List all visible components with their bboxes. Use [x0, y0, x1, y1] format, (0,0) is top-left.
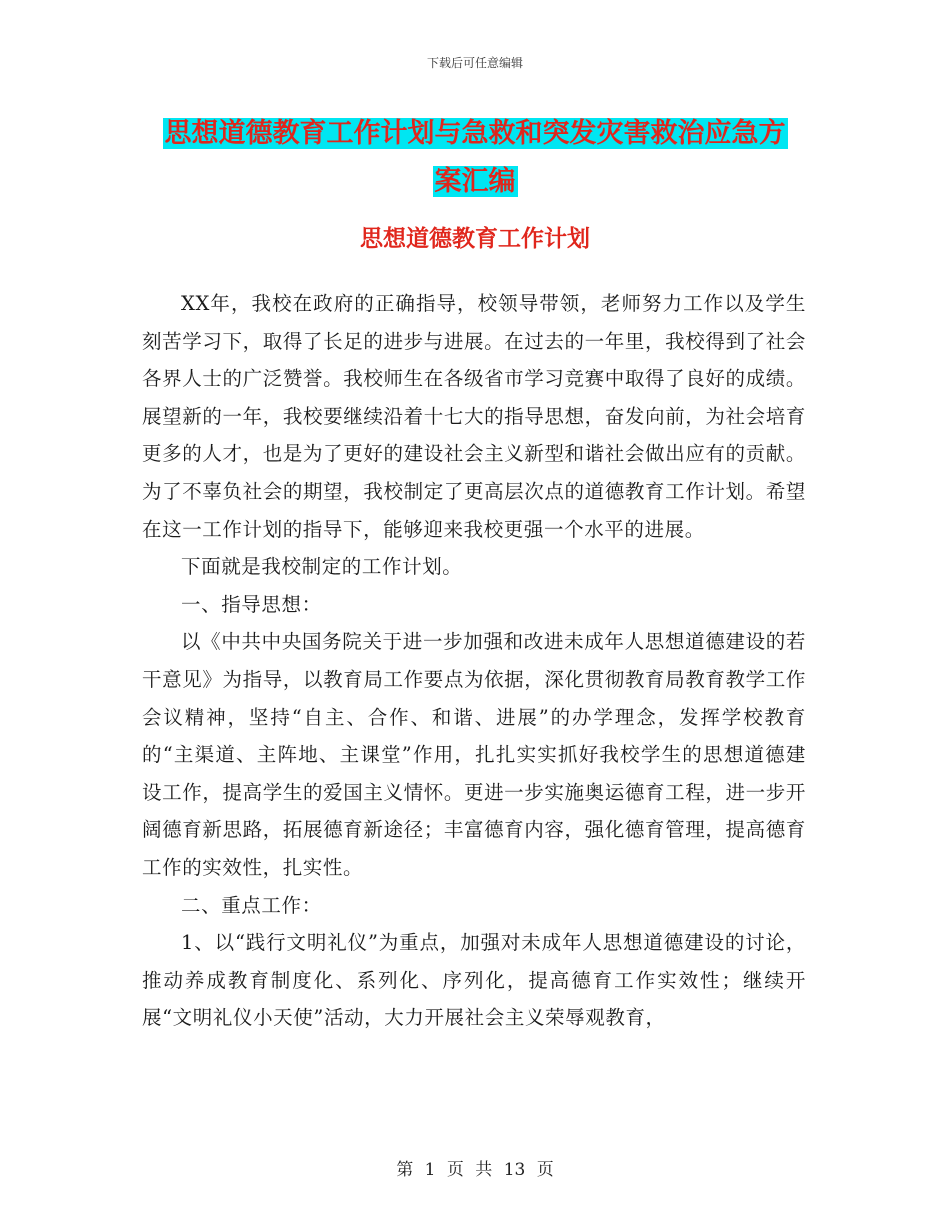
paragraph-heading: 一、指导思想：	[181, 592, 322, 616]
document-body	[142, 285, 806, 1037]
document-title-line-1: 思想道德教育工作计划与急救和突发灾害救治应急方	[164, 118, 786, 149]
paragraph: XX年，我校在政府的正确指导，校领导带领，老师努力工作以及学生刻苦学习下，取得了长足的进步与进展。在过去的一年里，我校得到了社会各界人士的广泛赞誉。我校师生在各级省市学习竞赛中取得了良好的成绩。展望新的一年，我校要继续沿着十七大的指导思想，奋发向前，为社会培育更多的人才，也是为了更好的建设社会主义新型和谐社会做出应有的贡献。为了不辜负社会的期望，我校制定了更高层次点的道德教育工作计划。希望在这一工作计划的指导下，能够迎来我校更强一个水平的进展。	[142, 292, 806, 541]
paragraph-heading: 二、重点工作：	[181, 893, 322, 917]
header-note: 下载后可任意编辑	[426, 56, 523, 70]
paragraph: 下面就是我校制定的工作计划。	[181, 555, 463, 579]
document-title-line-2: 案汇编	[434, 166, 516, 197]
paragraph: 以《中共中央国务院关于进一步加强和改进未成年人思想道德建设的若干意见》为指导，以教育局工作要点为依据，深化贯彻教育局教育教学工作会议精神，坚持“自主、合作、和谐、进展”的办学理念，发挥学校教育的“主渠道、主阵地、主课堂”作用，扎扎实实抓好我校学生的思想道德建设工作，提高学生的爱国主义情怀。更进一步实施奥运德育工程，进一步开阔德育新思路，拓展德育新途径；丰富德育内容，强化德育管理，提高德育工作的实效性，扎实性。	[142, 630, 806, 879]
page-footer: 第 1 页 共 13 页	[396, 1160, 554, 1180]
document-title	[140, 110, 810, 206]
section-title: 思想道德教育工作计划	[360, 226, 590, 252]
paragraph: 1、以“践行文明礼仪”为重点，加强对未成年人思想道德建设的讨论，推动养成教育制度化、系列化、序列化，提高德育工作实效性；继续开展“文明礼仪小天使”活动，大力开展社会主义荣辱观教育，	[142, 931, 806, 1030]
